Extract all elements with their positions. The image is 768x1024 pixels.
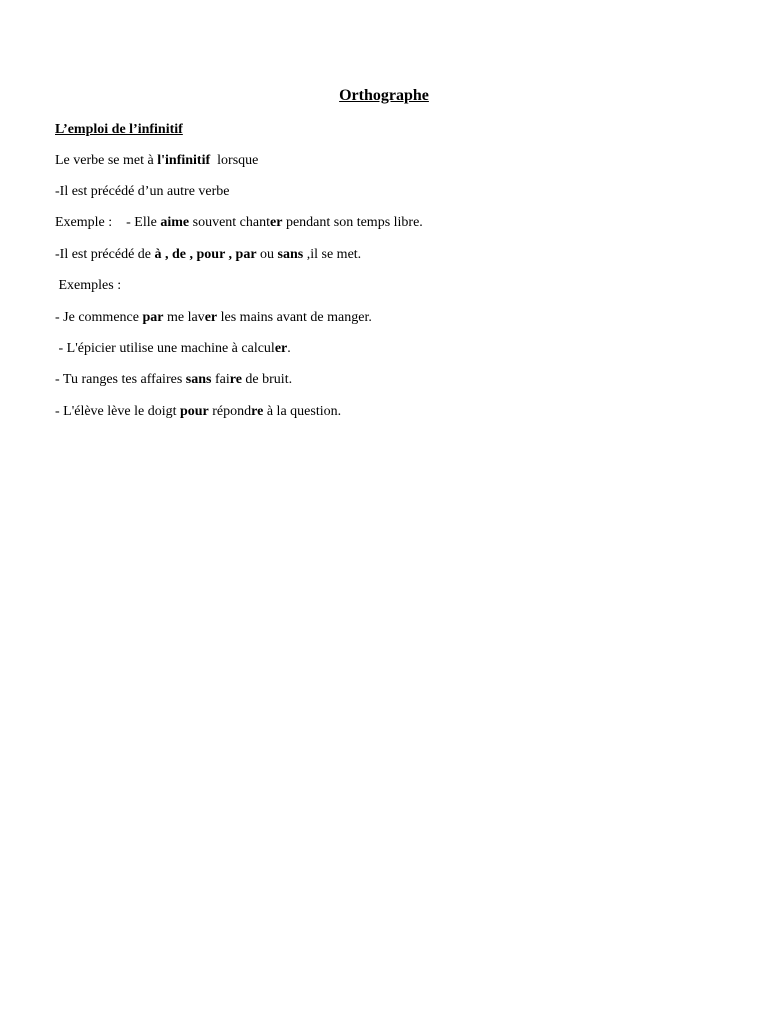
bold-run: sans [185, 372, 212, 387]
paragraph-line [55, 246, 361, 264]
bold-run: sans [277, 247, 304, 262]
text-run: à la question. [263, 404, 342, 419]
paragraph-line [55, 183, 230, 201]
text-run: - L'élève lève le doigt [55, 404, 180, 419]
text-run: Exemple : - Elle [55, 215, 161, 230]
text-run: -Il est précédé de [55, 247, 155, 262]
text-run: -Il est précédé d’un autre verbe [55, 184, 230, 199]
paragraph-line [55, 214, 423, 232]
text-run: répond [208, 404, 252, 419]
text-run: souvent chant [189, 215, 270, 230]
text-run: - Je commence [55, 310, 143, 325]
paragraph-line [55, 309, 372, 327]
bold-run: par [142, 310, 164, 325]
section-subtitle: L’emploi de l’infinitif [55, 122, 183, 137]
bold-run: er [204, 310, 218, 325]
text-run: ,il se met. [303, 247, 362, 262]
text-run: fai [211, 372, 230, 387]
bold-run: aime [160, 215, 190, 230]
bold-run: er [270, 215, 283, 230]
paragraph-line [55, 403, 341, 421]
text-run: . [287, 341, 291, 356]
bold-run: re [251, 404, 264, 419]
paragraph-line [55, 371, 292, 389]
bold-run: re [229, 372, 242, 387]
text-run: de bruit. [241, 372, 293, 387]
text-run: Le verbe se met à [55, 153, 158, 168]
text-run: les mains avant de manger. [217, 310, 372, 325]
document-title: Orthographe [339, 87, 429, 104]
text-run: lorsque [213, 153, 259, 168]
text-run: Exemples : [55, 278, 122, 293]
text-run: ou [256, 247, 278, 262]
bold-run: l'infinitif [157, 153, 214, 168]
paragraph-line [55, 277, 121, 295]
bold-run: à , de , pour , par [154, 247, 257, 262]
paragraph-line [55, 340, 291, 358]
bold-run: er [274, 341, 288, 356]
text-run: - Tu ranges tes affaires [55, 372, 186, 387]
text-run: - L'épicier utilise une machine à calcul [55, 341, 275, 356]
bold-run: pour [179, 404, 209, 419]
text-run: me lav [163, 310, 205, 325]
text-run: pendant son temps libre. [282, 215, 423, 230]
paragraph-line [55, 152, 258, 170]
